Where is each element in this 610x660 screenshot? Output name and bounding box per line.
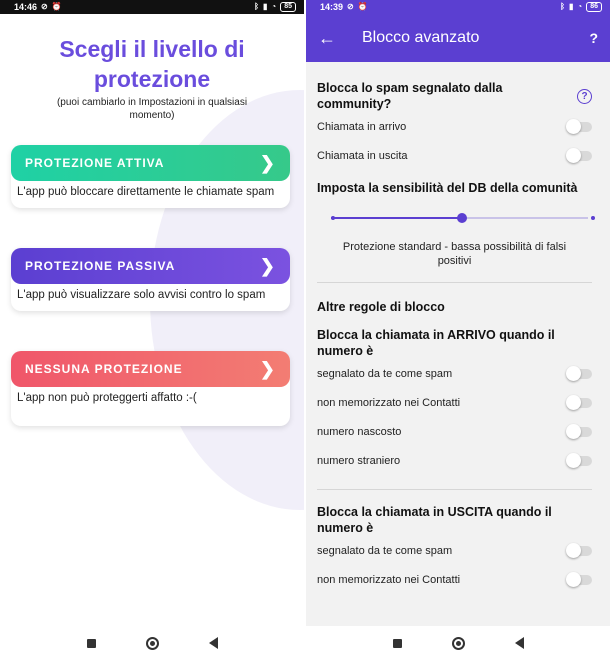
- nav-home-icon[interactable]: [452, 637, 465, 650]
- left-phone-screen: [0, 0, 304, 660]
- signal-icon: ▮: [262, 2, 268, 11]
- option-no-protection[interactable]: [11, 351, 290, 426]
- app-bar-title: Blocco avanzato: [362, 29, 480, 46]
- option-header[interactable]: [11, 351, 290, 387]
- option-description: L'app può visualizzare solo avvisi contro lo spam: [17, 289, 266, 301]
- setting-label: numero straniero: [317, 454, 401, 467]
- option-label: NESSUNA PROTEZIONE: [25, 362, 183, 376]
- section-divider: [317, 489, 592, 490]
- incoming-section-title: Blocca la chiamata in ARRIVO quando il numero è: [317, 328, 555, 358]
- setting-row-incoming[interactable]: [317, 112, 592, 141]
- alarm-icon: ⏰: [51, 2, 62, 11]
- setting-label: segnalato da te come spam: [317, 367, 453, 380]
- other-rules-title: Altre regole di blocco: [317, 300, 445, 314]
- setting-label: non memorizzato nei Contatti: [317, 396, 461, 409]
- setting-row[interactable]: [317, 536, 592, 565]
- status-bar: [0, 0, 304, 14]
- toggle-switch[interactable]: [568, 151, 592, 161]
- sensitivity-section-title: Imposta la sensibilità del DB della comunità: [317, 181, 578, 195]
- setting-row-outgoing[interactable]: [317, 141, 592, 170]
- option-header[interactable]: [11, 248, 290, 284]
- setting-row[interactable]: [317, 446, 592, 475]
- slider-step-dot: [331, 216, 335, 220]
- option-description: L'app non può proteggerti affatto :-(: [17, 392, 197, 404]
- app-bar: [306, 14, 610, 62]
- alarm-icon: ⏰: [357, 2, 368, 11]
- setting-label: non memorizzato nei Contatti: [317, 573, 461, 586]
- help-icon[interactable]: ?: [589, 30, 598, 46]
- community-section-title: Blocca lo spam segnalato dalla community?: [317, 81, 503, 111]
- option-header[interactable]: [11, 145, 290, 181]
- setting-row[interactable]: [317, 417, 592, 446]
- chevron-right-icon: ❯: [259, 255, 276, 276]
- option-passive-protection[interactable]: [11, 248, 290, 311]
- toggle-switch[interactable]: [568, 546, 592, 556]
- outgoing-section-title: Blocca la chiamata in USCITA quando il numero è: [317, 505, 552, 535]
- setting-label: segnalato da te come spam: [317, 544, 453, 557]
- bluetooth-icon: ᛒ: [254, 2, 259, 11]
- battery-icon: 85: [280, 2, 296, 12]
- toggle-switch[interactable]: [568, 456, 592, 466]
- option-description: L'app può bloccare direttamente le chiamate spam: [17, 186, 275, 198]
- sensitivity-caption: Protezione standard - bassa possibilità di falsi positivi: [342, 241, 567, 267]
- mute-icon: ⊘: [347, 2, 354, 11]
- help-icon[interactable]: ?: [577, 89, 592, 104]
- status-time: 14:39: [320, 2, 344, 12]
- setting-label: Chiamata in uscita: [317, 149, 408, 162]
- settings-list: [306, 80, 610, 594]
- nav-back-icon[interactable]: [515, 637, 524, 649]
- section-divider: [317, 282, 592, 283]
- toggle-switch[interactable]: [568, 427, 592, 437]
- navigation-bar: [306, 626, 610, 660]
- toggle-switch[interactable]: [568, 575, 592, 585]
- toggle-switch[interactable]: [568, 398, 592, 408]
- toggle-switch[interactable]: [568, 122, 592, 132]
- right-phone-screen: [306, 0, 610, 660]
- status-time: 14:46: [14, 2, 38, 12]
- bluetooth-icon: ᛒ: [560, 2, 565, 11]
- wifi-icon: ◔: [577, 2, 583, 11]
- nav-home-icon[interactable]: [146, 637, 159, 650]
- setting-label: numero nascosto: [317, 425, 402, 438]
- status-bar: [306, 0, 610, 14]
- signal-icon: ▮: [568, 2, 574, 11]
- page-title: Scegli il livello di protezione: [59, 36, 245, 92]
- setting-label: Chiamata in arrivo: [317, 120, 407, 133]
- setting-row[interactable]: [317, 359, 592, 388]
- slider-fill: [331, 217, 461, 219]
- nav-recents-icon[interactable]: [87, 639, 96, 648]
- navigation-bar: [0, 626, 304, 660]
- page-subtitle: (puoi cambiarlo in Impostazioni in qualsiasi momento): [56, 97, 248, 121]
- nav-recents-icon[interactable]: [393, 639, 402, 648]
- back-arrow-icon[interactable]: ←: [318, 27, 336, 48]
- slider-step-dot: [591, 216, 595, 220]
- chevron-right-icon: ❯: [259, 152, 276, 173]
- nav-back-icon[interactable]: [209, 637, 218, 649]
- chevron-right-icon: ❯: [259, 358, 276, 379]
- slider-thumb[interactable]: [457, 213, 467, 223]
- setting-row[interactable]: [317, 388, 592, 417]
- battery-icon: 86: [586, 2, 602, 12]
- setting-row[interactable]: [317, 565, 592, 594]
- sensitivity-slider[interactable]: [321, 204, 588, 232]
- option-label: PROTEZIONE ATTIVA: [25, 156, 165, 170]
- option-label: PROTEZIONE PASSIVA: [25, 259, 176, 273]
- mute-icon: ⊘: [41, 2, 48, 11]
- wifi-icon: ◔: [271, 2, 277, 11]
- option-active-protection[interactable]: [11, 145, 290, 208]
- toggle-switch[interactable]: [568, 369, 592, 379]
